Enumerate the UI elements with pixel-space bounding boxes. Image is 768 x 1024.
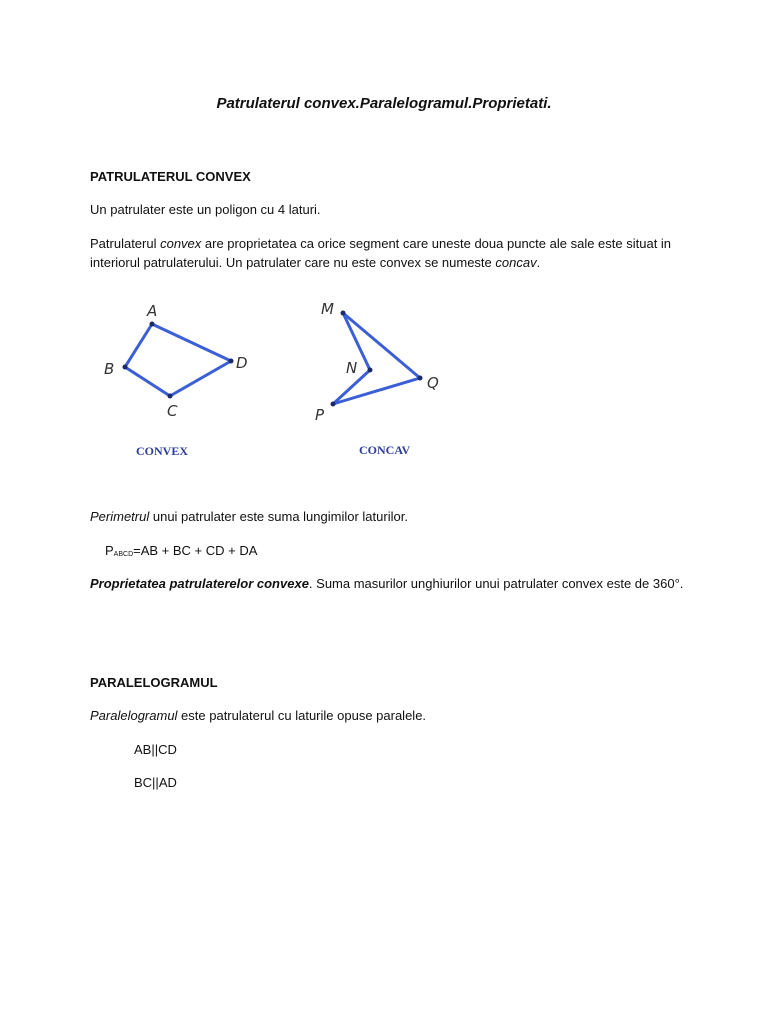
- vertex-a: [150, 322, 155, 327]
- convex-definition-line2: [90, 254, 540, 272]
- perimeter-formula: [105, 542, 257, 563]
- term-property: Proprietatea patrulaterelor convexe: [90, 576, 309, 591]
- vertex-q: [418, 376, 423, 381]
- vertex-m: [341, 311, 346, 316]
- text-fragment: Patrulaterul: [90, 236, 161, 251]
- polygon-definition: Un patrulater este un poligon cu 4 laturi.: [90, 202, 321, 217]
- label-n: N: [346, 359, 358, 377]
- term-paralelogramul: Paralelogramul: [90, 708, 178, 723]
- section-heading-parallelogram: PARALELOGRAMUL: [90, 675, 218, 690]
- caption-concav: CONCAV: [359, 443, 411, 457]
- label-p: P: [315, 406, 325, 424]
- term-convex: convex: [160, 236, 202, 251]
- label-d: D: [236, 354, 248, 372]
- vertex-p: [331, 402, 336, 407]
- page-title: Patrulaterul convex.Paralelogramul.Proprietati.: [216, 95, 552, 112]
- parallelogram-definition: [90, 707, 426, 725]
- convex-quadrilateral: [125, 324, 231, 396]
- text-fragment: interiorul patrulaterului. Un patrulater care nu este convex se numeste: [90, 255, 496, 270]
- formula-symbol: P: [105, 543, 114, 558]
- text-fragment: .: [536, 255, 541, 270]
- label-b: B: [104, 360, 115, 378]
- label-q: Q: [427, 374, 439, 392]
- convex-definition-line1: [90, 235, 671, 253]
- vertex-c: [168, 394, 173, 399]
- vertex-b: [123, 365, 128, 370]
- perimeter-definition: [90, 508, 408, 526]
- formula-expression: =AB + BC + CD + DA: [133, 543, 258, 558]
- parallel-relation-bc-ad: BC||AD: [134, 775, 177, 790]
- label-a: A: [147, 302, 158, 320]
- term-concav: concav: [495, 255, 537, 270]
- text-fragment: are proprietatea ca orice segment care uneste doua puncte ale sale este situat in: [201, 236, 672, 251]
- caption-convex: CONVEX: [136, 444, 189, 458]
- text-fragment: . Suma masurilor unghiurilor unui patrulater convex este de 360°.: [308, 576, 684, 591]
- section-heading-convex: PATRULATERUL CONVEX: [90, 169, 251, 184]
- vertex-n: [368, 368, 373, 373]
- convex-property: [90, 575, 683, 593]
- quadrilateral-figure: [90, 288, 470, 468]
- term-perimetrul: Perimetrul: [90, 509, 150, 524]
- text-fragment: unui patrulater este suma lungimilor laturilor.: [149, 509, 408, 524]
- text-fragment: este patrulaterul cu laturile opuse paralele.: [177, 708, 427, 723]
- figure-svg: [90, 288, 470, 468]
- parallel-relation-ab-cd: AB||CD: [134, 742, 177, 757]
- label-c: C: [167, 402, 178, 420]
- vertex-d: [229, 359, 234, 364]
- label-m: M: [321, 300, 334, 318]
- formula-subscript: ABCD: [113, 551, 134, 558]
